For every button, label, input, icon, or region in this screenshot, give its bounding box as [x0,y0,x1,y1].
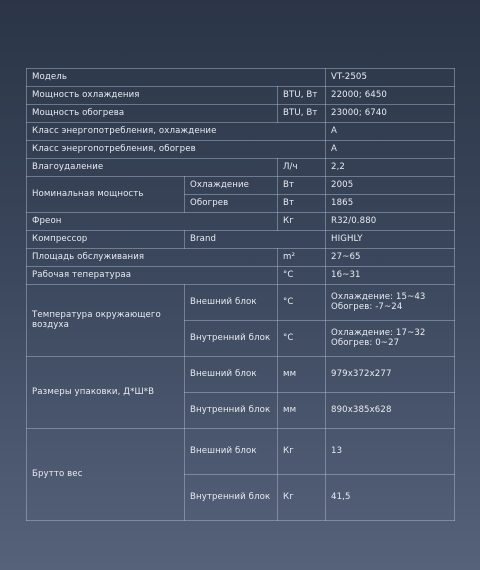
row-sublabel: Охлаждение [185,177,278,195]
row-unit: Вт [278,195,326,213]
row-value: 27~65 [326,249,455,267]
row-label: Модель [27,69,326,87]
row-label: Фреон [27,213,278,231]
spec-table [26,68,455,521]
row-label: Размеры упаковки, Д*Ш*В [27,357,185,429]
table-row [27,105,455,123]
table-row [27,123,455,141]
row-unit: BTU, Вт [278,105,326,123]
row-sublabel: Внешний блок [185,285,278,321]
row-value: HIGHLY [326,231,455,249]
row-label: Температура окружающего воздуха [27,285,185,357]
row-value: 16~31 [326,267,455,285]
row-unit: Кг [278,475,326,521]
row-unit: мм [278,393,326,429]
row-unit: Кг [278,213,326,231]
row-value: A [326,141,455,159]
table-row [27,141,455,159]
row-value: 13 [326,429,455,475]
row-label: Влагоудаление [27,159,278,177]
row-sublabel: Обогрев [185,195,278,213]
row-value: 2,2 [326,159,455,177]
row-unit: °C [278,285,326,321]
row-unit: мм [278,357,326,393]
row-label: Брутто вес [27,429,185,521]
value-heating: Обогрев: 0~27 [331,337,400,348]
row-label: Номинальная мощность [27,177,185,213]
row-sublabel: Внутренний блок [185,393,278,429]
row-label: Рабочая теператураа [27,267,278,285]
row-sublabel: Внешний блок [185,357,278,393]
table-row [27,177,455,195]
row-unit: BTU, Вт [278,87,326,105]
row-sublabel: Внутренний блок [185,321,278,357]
table-row [27,159,455,177]
row-sublabel: Brand [185,231,326,249]
row-unit: m² [278,249,326,267]
row-label: Мощность обогрева [27,105,278,123]
row-label: Площадь обслуживания [27,249,278,267]
row-value [326,321,455,357]
row-value: R32/0.880 [326,213,455,231]
table-row [27,429,455,475]
row-sublabel: Внутренний блок [185,475,278,521]
table-row [27,357,455,393]
value-cooling: Охлаждение: 15~43 [331,291,426,302]
row-value: VT-2505 [326,69,455,87]
table-row [27,249,455,267]
row-unit: °C [278,267,326,285]
row-value: 23000; 6740 [326,105,455,123]
table-row [27,285,455,321]
table-row [27,213,455,231]
row-sublabel: Внешний блок [185,429,278,475]
row-value: A [326,123,455,141]
value-heating: Обогрев: -7~24 [331,301,403,312]
table-row [27,87,455,105]
row-label: Класс энергопотребления, охлаждение [27,123,326,141]
row-unit: °C [278,321,326,357]
table-row [27,69,455,87]
table-row [27,267,455,285]
row-value: 890x385x628 [326,393,455,429]
row-unit: Вт [278,177,326,195]
row-label: Компрессор [27,231,185,249]
row-value: 2005 [326,177,455,195]
value-cooling: Охлаждение: 17~32 [331,327,426,338]
row-value: 979x372x277 [326,357,455,393]
row-unit: Кг [278,429,326,475]
row-label: Мощность охлаждения [27,87,278,105]
row-value: 22000; 6450 [326,87,455,105]
row-value [326,285,455,321]
row-value: 1865 [326,195,455,213]
row-label: Класс энергопотребления, обогрев [27,141,326,159]
row-unit: Л/ч [278,159,326,177]
row-value: 41,5 [326,475,455,521]
table-row [27,231,455,249]
